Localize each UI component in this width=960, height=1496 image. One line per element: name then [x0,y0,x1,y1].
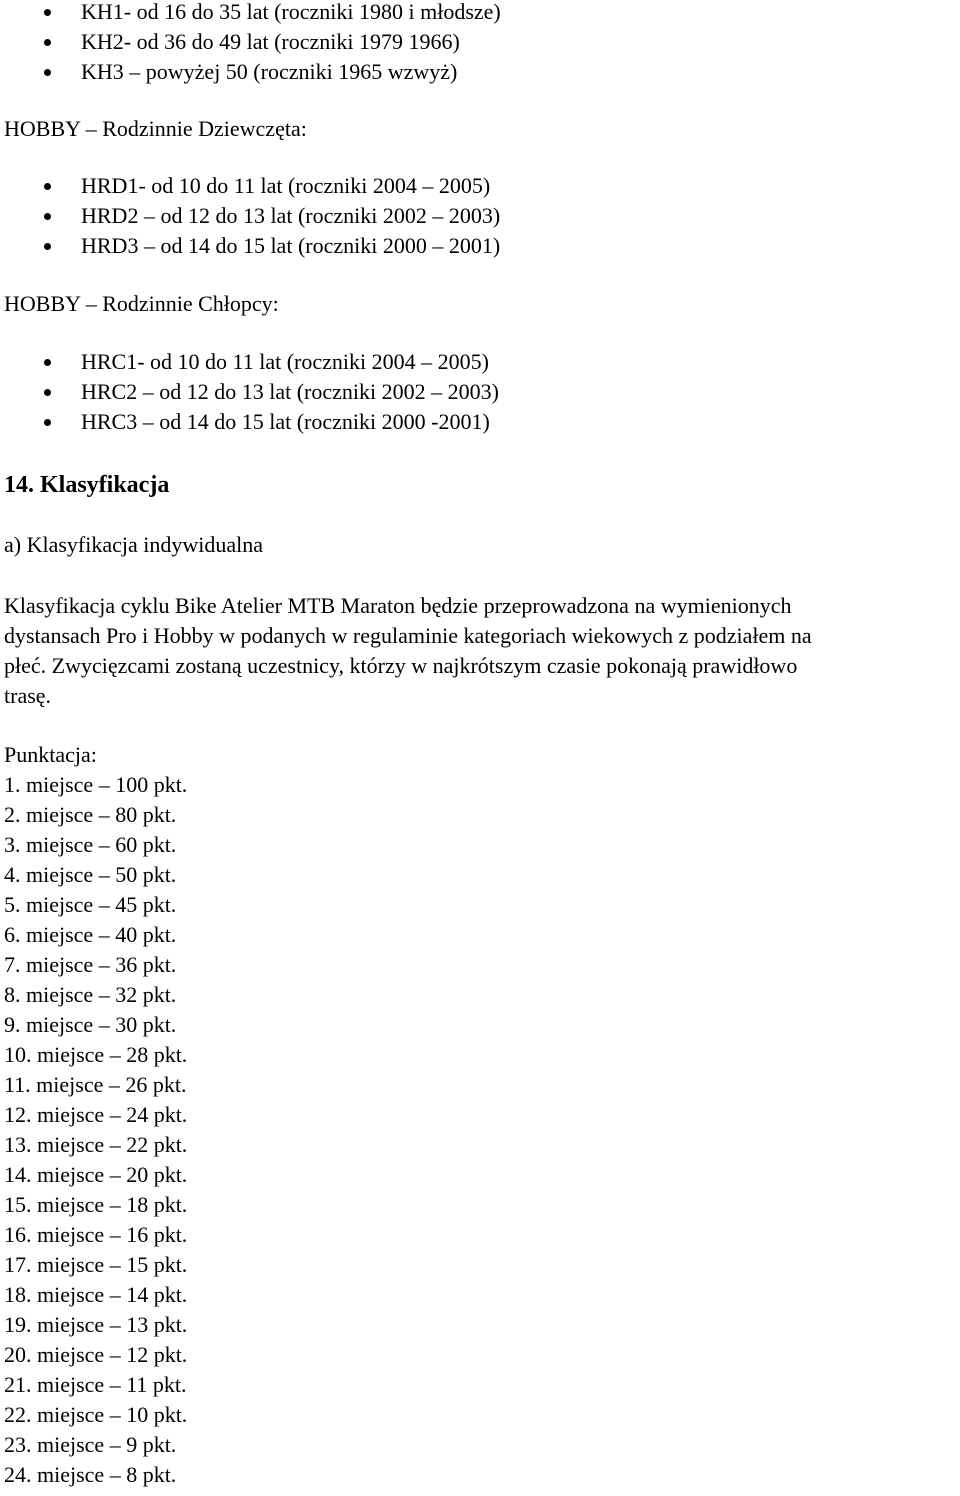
paragraph-line: trasę. [4,683,52,708]
list-item [0,57,960,87]
section-subtitle: a) Klasyfikacja indywidualna [4,532,264,557]
list-item-text: HRC2 – od 12 do 13 lat (roczniki 2002 – 2003) [81,379,499,404]
scoring-row: 15. miejsce – 18 pkt. [4,1192,188,1217]
scoring-row: 17. miejsce – 15 pkt. [4,1252,188,1277]
list-item-text: KH1- od 16 do 35 lat (roczniki 1980 i młodsze) [81,0,501,24]
scoring-row: 4. miejsce – 50 pkt. [4,862,177,887]
scoring-row: 16. miejsce – 16 pkt. [4,1222,188,1247]
bullet-icon [44,213,51,220]
classification-paragraph [0,591,960,711]
paragraph-line: dystansach Pro i Hobby w podanych w regulaminie kategoriach wiekowych z podziałem na [4,623,812,648]
list-item-text: HRC3 – od 14 do 15 lat (roczniki 2000 -2001) [81,409,490,434]
list-item [0,407,960,437]
scoring-row: 6. miejsce – 40 pkt. [4,922,177,947]
scoring-row: 1. miejsce – 100 pkt. [4,772,188,797]
hobby-girls-heading: HOBBY – Rodzinnie Dziewczęta: [4,116,307,141]
list-item [0,347,960,377]
section-title: 14. Klasyfikacja [4,472,170,498]
bullet-icon [44,389,51,396]
list-item [0,171,960,201]
paragraph-line: płeć. Zwycięzcami zostaną uczestnicy, którzy w najkrótszym czasie pokonają prawidłowo [4,653,798,678]
scoring-label: Punktacja: [4,742,97,767]
bullet-icon [44,183,51,190]
list-item-text: HRD3 – od 14 do 15 lat (roczniki 2000 – 2001) [81,233,501,258]
list-item [0,377,960,407]
scoring-row: 24. miejsce – 8 pkt. [4,1462,177,1487]
hobby-boys-heading: HOBBY – Rodzinnie Chłopcy: [4,291,279,316]
bullet-icon [44,359,51,366]
list-item-text: HRC1- od 10 do 11 lat (roczniki 2004 – 2005) [81,349,489,374]
bullet-icon [44,419,51,426]
scoring-row: 11. miejsce – 26 pkt. [4,1072,187,1097]
scoring-row: 9. miejsce – 30 pkt. [4,1012,177,1037]
list-item-text: KH2- od 36 do 49 lat (roczniki 1979 1966) [81,29,460,54]
scoring-row: 14. miejsce – 20 pkt. [4,1162,188,1187]
bullet-icon [44,39,51,46]
bullet-icon [44,69,51,76]
list-item-text: HRD1- od 10 do 11 lat (roczniki 2004 – 2005) [81,173,491,198]
scoring-row: 10. miejsce – 28 pkt. [4,1042,188,1067]
scoring-row: 13. miejsce – 22 pkt. [4,1132,188,1157]
scoring-row: 21. miejsce – 11 pkt. [4,1372,187,1397]
scoring-row: 12. miejsce – 24 pkt. [4,1102,188,1127]
scoring-row: 3. miejsce – 60 pkt. [4,832,177,857]
hrd-category-list [0,171,960,261]
paragraph-line: Klasyfikacja cyklu Bike Atelier MTB Maraton będzie przeprowadzona na wymienionych [4,593,792,618]
list-item [0,201,960,231]
scoring-row: 22. miejsce – 10 pkt. [4,1402,188,1427]
list-item-text: HRD2 – od 12 do 13 lat (roczniki 2002 – 2003) [81,203,501,228]
scoring-row: 23. miejsce – 9 pkt. [4,1432,177,1457]
scoring-row: 2. miejsce – 80 pkt. [4,802,177,827]
scoring-row: 8. miejsce – 32 pkt. [4,982,177,1007]
hrc-category-list [0,347,960,437]
bullet-icon [44,9,51,16]
list-item [0,27,960,57]
scoring-list [0,770,960,1490]
list-item [0,231,960,261]
scoring-row: 5. miejsce – 45 pkt. [4,892,177,917]
list-item [0,0,960,27]
list-item-text: KH3 – powyżej 50 (roczniki 1965 wzwyż) [81,59,458,84]
scoring-row: 7. miejsce – 36 pkt. [4,952,177,977]
scoring-row: 18. miejsce – 14 pkt. [4,1282,188,1307]
kh-category-list [0,0,960,87]
scoring-row: 19. miejsce – 13 pkt. [4,1312,188,1337]
scoring-row: 20. miejsce – 12 pkt. [4,1342,188,1367]
bullet-icon [44,243,51,250]
